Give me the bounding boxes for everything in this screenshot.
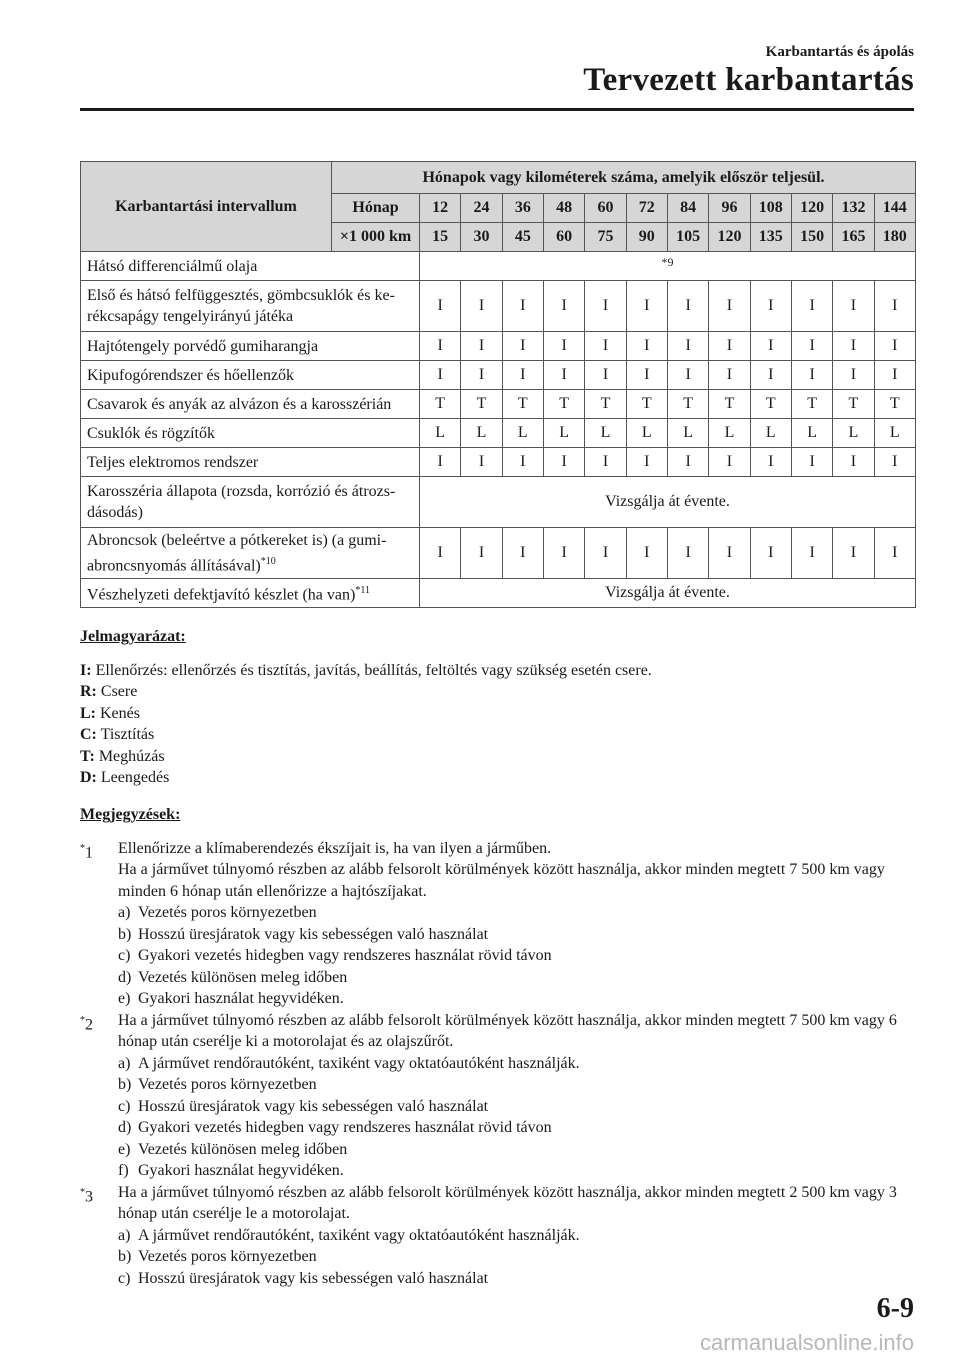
month-cell: 108 [750,194,791,223]
sub-text: A járművet rendőrautóként, taxiként vagy oktatóautóként használják. [138,1226,580,1244]
mark-cell: I [667,281,708,332]
sub-text: Hosszú üresjáratok vagy kis sebességen való használat [138,1097,489,1115]
mark-cell: I [585,361,626,390]
item-label: Karosszéria állapota (rozsda, korrózió és átrozs-dásodás) [87,483,396,521]
mark-cell: I [791,448,832,477]
item-label: Csavarok és anyák az alvázon és a karosszérián [87,395,392,413]
mark-cell: I [420,448,461,477]
mark-cell: I [874,448,915,477]
note-sub-item [118,1225,915,1247]
mark-cell: T [420,390,461,419]
page-number: 6-9 [876,1293,914,1324]
mark-cell: I [543,448,584,477]
mark-cell: I [791,361,832,390]
legend-key: D: [80,769,97,786]
mark-cell: L [543,419,584,448]
schedule-row [81,252,916,281]
mark-cell: I [874,332,915,361]
month-cell: 72 [626,194,667,223]
mark-cell: T [667,390,708,419]
item-label: Hátsó differenciálmű olaja [87,257,258,275]
mark-cell: I [420,332,461,361]
sub-label: c) [118,1269,131,1287]
mark-cell: L [502,419,543,448]
km-label: ×1 000 km [332,223,420,252]
sub-text: Vezetés különösen meleg időben [138,968,348,986]
mark-cell: I [667,528,708,579]
mark-cell: I [709,448,750,477]
header-row-1 [81,162,916,194]
month-label: Hónap [332,194,420,223]
note [80,1182,915,1290]
note-sub-item [118,1246,915,1268]
note-sub-item [118,1074,915,1096]
km-cell: 30 [461,223,502,252]
legend-title: Jelmagyarázat: [80,628,186,645]
km-cell: 15 [420,223,461,252]
item-cell [81,361,420,390]
mark-cell: L [461,419,502,448]
sub-text: Gyakori használat hegyvidéken. [138,1162,344,1179]
sub-label: e) [118,990,131,1007]
note-sub-item [118,1117,915,1139]
legend-entry [80,660,915,682]
sub-text: Gyakori vezetés hidegben vagy rendszeres használat rövid távon [138,1119,552,1136]
legend-key: I: [80,661,92,679]
sub-label: a) [118,1054,131,1072]
mark-cell: I [626,361,667,390]
mark-cell: I [833,448,874,477]
mark-cell: L [709,419,750,448]
mark-cell: I [667,361,708,390]
span-cell: *9 [420,252,916,281]
mark-cell: I [750,361,791,390]
legend [80,626,915,789]
mark-cell: L [626,419,667,448]
month-cell: 120 [791,194,832,223]
month-cell: 84 [667,194,708,223]
mark-cell: I [750,528,791,579]
mark-cell: I [709,361,750,390]
sub-text: Vezetés poros környezetben [138,904,317,921]
mark-cell: I [502,528,543,579]
item-label: Vészhelyzeti defektjavító készlet (ha van) [87,586,356,604]
interval-corner: Karbantartási intervallum [81,162,332,252]
mark-cell: L [833,419,874,448]
mark-cell: T [543,390,584,419]
note-sub-item [118,1053,915,1075]
mark-cell: I [502,281,543,332]
item-cell [81,390,420,419]
sub-label: f) [118,1162,129,1179]
note-sub-item [118,967,915,989]
mark-cell: I [585,528,626,579]
mark-cell: I [874,361,915,390]
mark-cell: I [543,281,584,332]
mark-cell: I [791,281,832,332]
schedule-row [81,390,916,419]
mark-cell: I [502,361,543,390]
mark-cell: I [543,332,584,361]
month-cell: 60 [585,194,626,223]
item-label: Csuklók és rögzítők [87,424,215,442]
mark-cell: I [420,281,461,332]
span-header: Hónapok vagy kilométerek száma, amelyik először teljesül. [332,162,916,194]
notes-title: Megjegyzések: [80,806,181,823]
month-cell: 96 [709,194,750,223]
legend-key: R: [80,683,97,700]
mark-cell: I [461,528,502,579]
legend-text: Kenés [100,704,140,722]
mark-cell: T [833,390,874,419]
mark-cell: L [750,419,791,448]
legend-key: L: [80,704,96,722]
sub-text: Gyakori vezetés hidegben vagy rendszeres használat rövid távon [138,947,552,964]
mark-cell: I [667,448,708,477]
note-line: Ha a járművet túlnyomó részben az alább felsorolt körülmények között használja, akkor minden megtett 7 500 km vagy 6 hónap után cserélje ki a motorolajat és az olajszűrőt. [118,1011,897,1050]
item-label: Hajtótengely porvédő gumiharangja [87,337,319,355]
mark-cell: I [626,332,667,361]
km-cell: 90 [626,223,667,252]
mark-cell: I [874,281,915,332]
legend-text: Leengedés [100,769,170,786]
note-sub-item [118,1139,915,1161]
mark-cell: I [709,281,750,332]
mark-cell: I [543,528,584,579]
sub-label: b) [118,1076,132,1093]
item-cell [81,448,420,477]
mark-cell: I [626,448,667,477]
legend-key: C: [80,726,97,743]
note [80,838,915,1010]
footnote-ref: *10 [260,555,276,567]
note-sub-item [118,924,915,946]
legend-text: Tisztítás [100,726,155,743]
span-cell: Vizsgálja át évente. [420,579,916,608]
mark-cell: I [750,448,791,477]
sub-text: A járművet rendőrautóként, taxiként vagy oktatóautóként használják. [138,1054,580,1072]
sub-label: d) [118,1119,132,1136]
mark-cell: I [750,332,791,361]
month-cell: 48 [543,194,584,223]
footnote-ref: *11 [355,585,370,597]
item-cell [81,528,420,579]
km-cell: 45 [502,223,543,252]
mark-cell: I [833,528,874,579]
mark-cell: I [791,528,832,579]
note-number: *1 [80,842,93,861]
schedule-row [81,332,916,361]
sub-label: e) [118,1140,131,1158]
km-cell: 180 [874,223,915,252]
note-sub-item [118,945,915,967]
mark-cell: L [420,419,461,448]
km-cell: 165 [833,223,874,252]
note-num-text: 2 [85,1015,93,1033]
mark-cell: I [461,281,502,332]
notes [80,804,915,1289]
month-cell: 36 [502,194,543,223]
sub-text: Hosszú üresjáratok vagy kis sebességen való használat [138,1269,489,1287]
schedule-row [81,419,916,448]
note-sub-item [118,988,915,1010]
item-label: Teljes elektromos rendszer [87,453,259,471]
item-cell [81,579,420,608]
mark-cell: T [791,390,832,419]
item-label: Első és hátsó felfüggesztés, gömbcsuklók és ke-rékcsapágy tengelyirányú játéka [87,287,395,325]
mark-cell: I [543,361,584,390]
note-line: Ha a járművet túlnyomó részben az alább felsorolt körülmények között használja, akkor minden megtett 2 500 km vagy 3 hónap után cserélje le a motorolajat. [118,1183,897,1222]
page-title: Tervezett karbantartás [583,62,914,98]
item-label: Kipufogórendszer és hőellenzők [87,366,295,384]
note-number: *2 [80,1014,93,1033]
sub-text: Gyakori használat hegyvidéken. [138,990,344,1007]
section-title: Karbantartás és ápolás [765,44,914,60]
legend-entry [80,703,915,725]
header-rule [80,108,914,111]
schedule-row [81,477,916,528]
item-cell [81,477,420,528]
sub-label: c) [118,1097,131,1115]
mark-cell: I [833,281,874,332]
km-cell: 75 [585,223,626,252]
mark-cell: I [791,332,832,361]
sub-label: b) [118,925,132,943]
maintenance-schedule-table [80,161,916,608]
mark-cell: L [667,419,708,448]
item-label: Abroncsok (beleértve a pótkereket is) (a gumi-abroncsnyomás állításával) [87,531,387,575]
month-cell: 144 [874,194,915,223]
note-line: Ha a járművet túlnyomó részben az alább felsorolt körülmények között használja, akkor minden megtett 7 500 km vagy minden 6 hónap után ellenőrizze a hajtószíjakat. [118,861,885,900]
km-cell: 60 [543,223,584,252]
month-cell: 132 [833,194,874,223]
schedule-row [81,281,916,332]
mark-cell: I [709,332,750,361]
mark-cell: I [585,448,626,477]
schedule-row [81,528,916,579]
mark-cell: I [709,528,750,579]
km-cell: 135 [750,223,791,252]
mark-cell: I [461,361,502,390]
mark-cell: I [626,281,667,332]
mark-cell: L [791,419,832,448]
note-sub-item [118,1268,915,1290]
legend-text: Csere [100,683,138,700]
note-num-text: 3 [85,1187,93,1205]
sub-label: a) [118,1226,131,1244]
mark-cell: I [420,361,461,390]
sub-text: Vezetés poros környezetben [138,1248,317,1265]
note-number: *3 [80,1186,93,1205]
sub-label: d) [118,968,132,986]
mark-cell: I [833,361,874,390]
mark-cell: I [420,528,461,579]
schedule-row [81,361,916,390]
note-sub-item [118,1160,915,1182]
legend-text: Meghúzás [98,747,165,765]
span-cell: Vizsgálja át évente. [420,477,916,528]
legend-text: Ellenőrzés: ellenőrzés és tisztítás, javítás, beállítás, feltöltés vagy szükség esetén csere. [95,661,652,679]
legend-entry [80,767,915,789]
sub-text: Hosszú üresjáratok vagy kis sebességen való használat [138,925,489,943]
mark-cell: T [585,390,626,419]
mark-cell: I [502,448,543,477]
sub-text: Vezetés különösen meleg időben [138,1140,348,1158]
mark-cell: T [750,390,791,419]
mark-cell: T [461,390,502,419]
note-line: Ellenőrizze a klímaberendezés ékszíjait is, ha van ilyen a járműben. [118,839,552,857]
mark-cell: I [585,332,626,361]
mark-cell: I [667,332,708,361]
watermark: carmanualsonline.info [699,1330,914,1355]
item-cell [81,419,420,448]
note-sub-item [118,902,915,924]
mark-cell: I [461,332,502,361]
mark-cell: I [502,332,543,361]
km-cell: 150 [791,223,832,252]
mark-cell: I [750,281,791,332]
month-cell: 24 [461,194,502,223]
mark-cell: T [502,390,543,419]
note-num-text: 1 [85,843,93,861]
note [80,1010,915,1182]
sub-label: b) [118,1248,132,1265]
mark-cell: L [874,419,915,448]
km-cell: 120 [709,223,750,252]
schedule-row [81,448,916,477]
mark-cell: T [874,390,915,419]
mark-cell: L [585,419,626,448]
legend-entry [80,724,915,746]
mark-cell: I [461,448,502,477]
schedule-row [81,579,916,608]
item-cell [81,332,420,361]
sub-text: Vezetés poros környezetben [138,1076,317,1093]
sub-label: a) [118,904,131,921]
km-cell: 105 [667,223,708,252]
mark-cell: I [833,332,874,361]
note-sub-item [118,1096,915,1118]
mark-cell: I [874,528,915,579]
item-cell [81,281,420,332]
mark-cell: I [585,281,626,332]
mark-cell: T [626,390,667,419]
legend-key: T: [80,747,95,765]
mark-cell: T [709,390,750,419]
month-cell: 12 [420,194,461,223]
sub-label: c) [118,947,131,964]
item-cell [81,252,420,281]
legend-entry [80,681,915,703]
legend-entry [80,746,915,768]
mark-cell: I [626,528,667,579]
